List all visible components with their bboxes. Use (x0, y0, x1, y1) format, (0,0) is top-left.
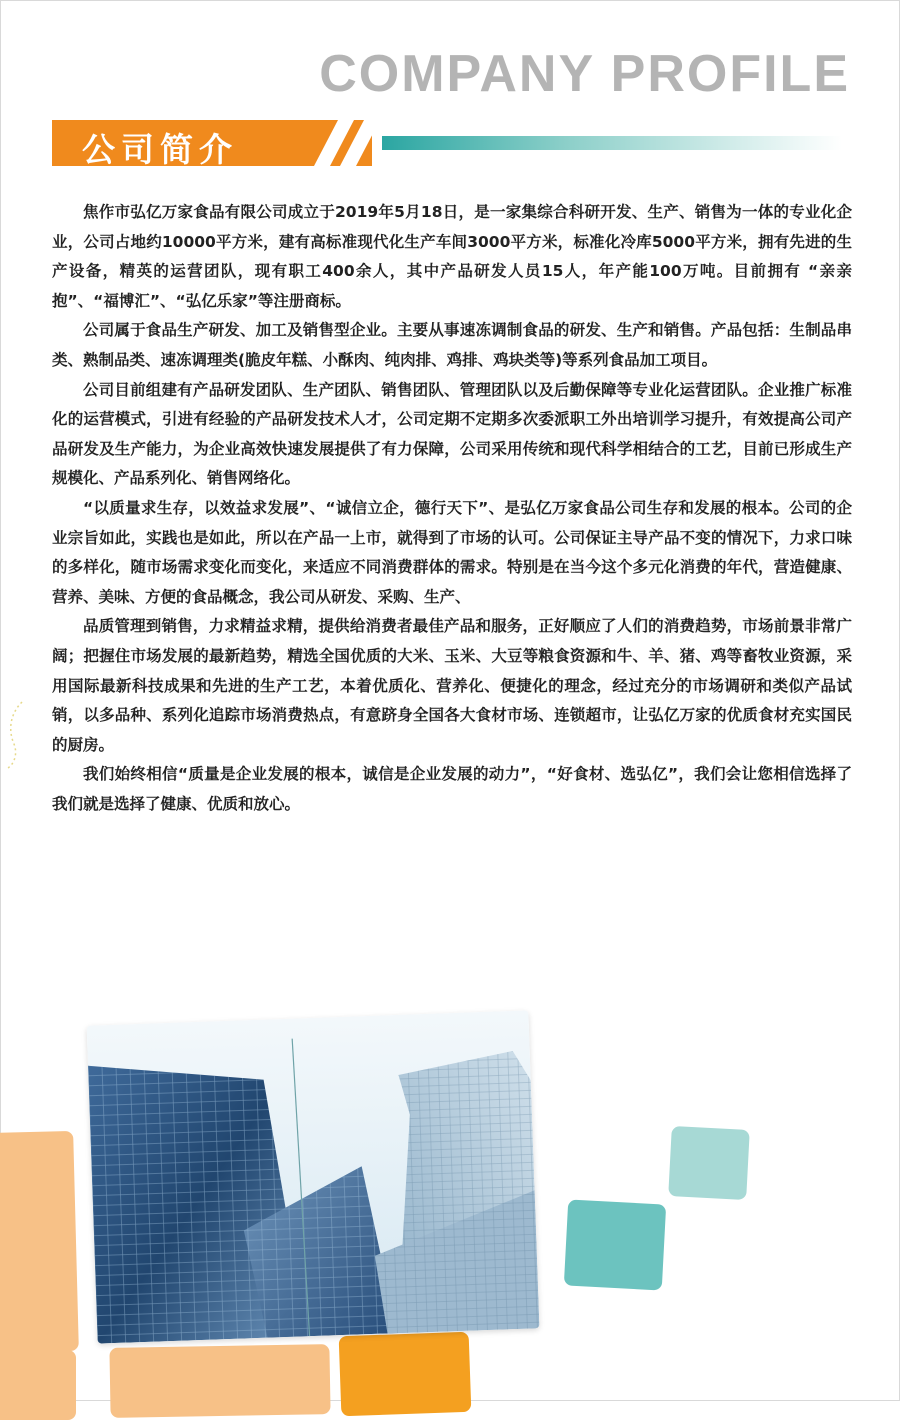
building-photo (87, 1010, 540, 1343)
paragraph-1: 焦作市弘亿万家食品有限公司成立于2019年5月18日，是一家集综合科研开发、生产、销售为一体的专业化企业，公司占地约10000平方米，建有高标准现代化生产车间3000平方米，标准化冷库5000平方米，拥有先进的生产设备，精英的运营团队，现有职工400余人，其中产品研发人员15人，年产能100万吨。目前拥有 “亲亲抱”、“福博汇”、“弘亿乐家”等注册商标。 (52, 203, 852, 310)
deco-square-left (0, 1131, 79, 1353)
deco-square-bottom-left (0, 1350, 76, 1420)
deco-square-bottom-middle (109, 1344, 330, 1418)
dotted-swirl-icon (6, 700, 26, 770)
paragraph-5: 品质管理到销售，力求精益求精，提供给消费者最佳产品和服务，正好顺应了人们的消费趋势，市场前景非常广阔；把握住市场发展的最新趋势，精选全国优质的大米、玉米、大豆等粮食资源和牛、羊、猪、鸡等畜牧业资源，采用国际最新科技成果和先进的生产工艺，本着优质化、营养化、便捷化的理念，经过充分的市场调研和类似产品试销，以多品种、系列化追踪市场消费热点，有意跻身全国各大食材市场、连锁超市，让弘亿万家的优质食材充实国民的厨房。 (52, 617, 852, 754)
profile-text (52, 198, 852, 819)
paragraph-6: 我们始终相信“质量是企业发展的根本，诚信是企业发展的动力”，“好食材、选弘亿”，我们会让您相信选择了我们就是选择了健康、优质和放心。 (52, 765, 852, 813)
paragraph-4: “以质量求生存，以效益求发展”、“诚信立企，德行天下”、是弘亿万家食品公司生存和发展的根本。公司的企业宗旨如此，实践也是如此，所以在产品一上市，就得到了市场的认可。公司保证主导产品不变的情况下，力求口味的多样化，随市场需求变化而变化，来适应不同消费群体的需求。特别是在当今这个多元化消费的年代，营造健康、营养、美味、方便的食品概念，我公司从研发、采购、生产、 (52, 498, 852, 606)
chinese-title-banner (52, 120, 372, 169)
chinese-title: 公司简介 (82, 130, 238, 169)
paragraph-3: 公司目前组建有产品研发团队、生产团队、销售团队、管理团队以及后勤保障等专业化运营团队。企业推广标准化的运营模式，引进有经验的产品研发技术人才，公司定期不定期多次委派职工外出培训学习提升，有效提高公司产品研发及生产能力，为企业高效快速发展提供了有力保障，公司采用传统和现代科学相结合的工艺，目前已形成生产规模化、产品系列化、销售网络化。 (52, 380, 852, 488)
deco-square-bottom-orange (339, 1332, 472, 1416)
paragraph-2: 公司属于食品生产研发、加工及销售型企业。主要从事速冻调制食品的研发、生产和销售。产品包括：生制品串类、熟制品类、速冻调理类(脆皮年糕、小酥肉、纯肉排、鸡排、鸡块类等)等系列食品加工项目。 (52, 321, 852, 369)
slash-stripes-icon (52, 120, 372, 166)
deco-square-teal-large (564, 1199, 666, 1290)
english-title: COMPANY PROFILE (319, 45, 850, 103)
title-gradient-line (382, 136, 842, 150)
deco-square-teal-small (668, 1126, 750, 1200)
